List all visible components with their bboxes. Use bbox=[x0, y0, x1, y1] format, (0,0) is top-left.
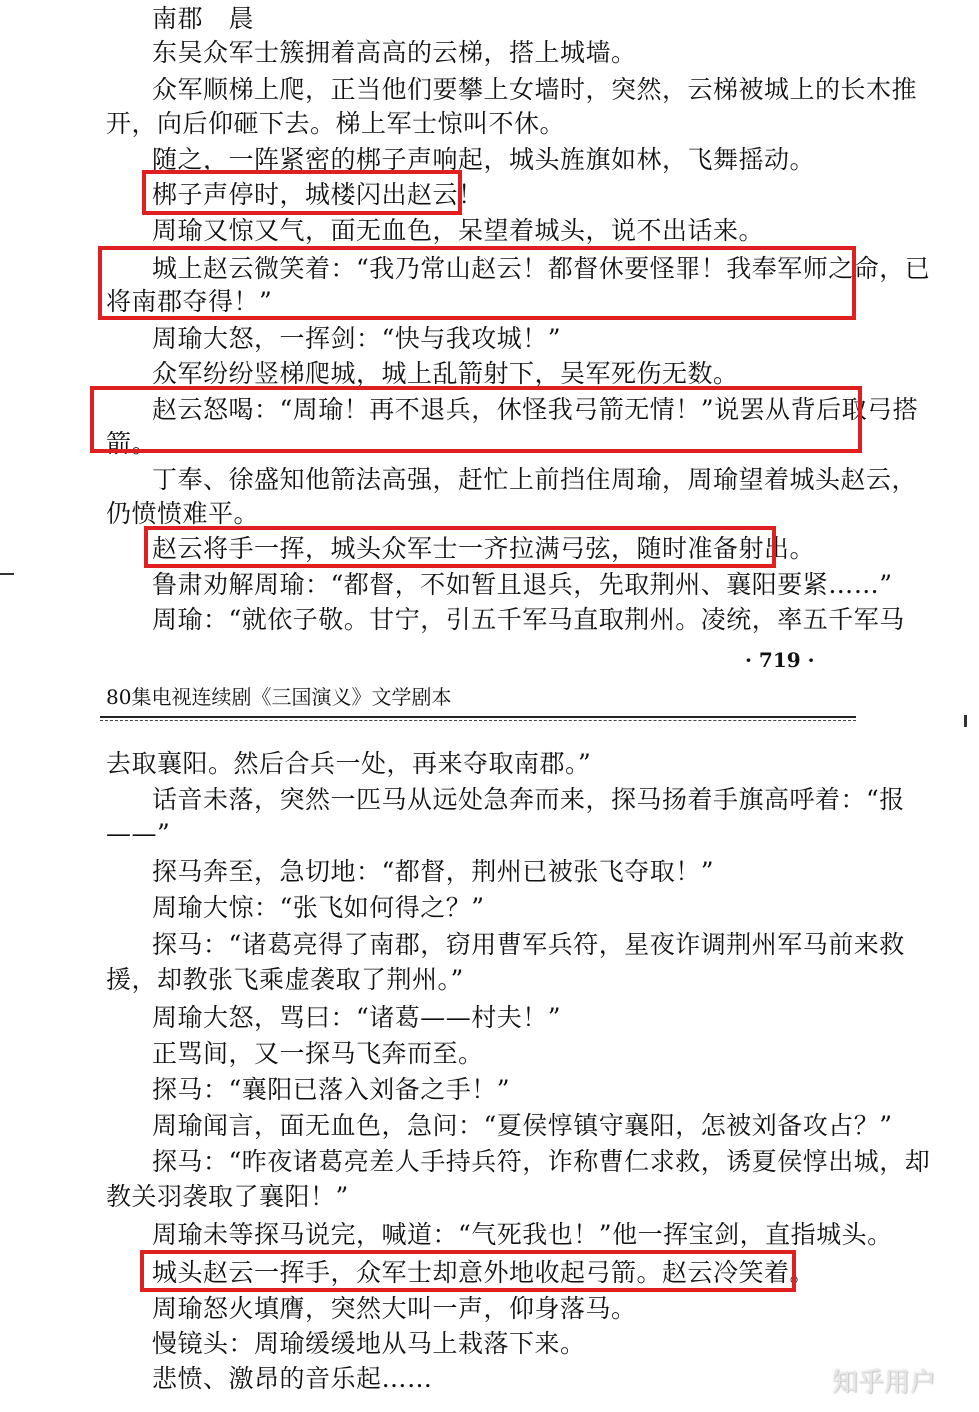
text-line: 开，向后仰砸下去。梯上军士惊叫不休。 bbox=[106, 109, 566, 138]
highlight-box bbox=[90, 386, 862, 453]
text-line: ——” bbox=[106, 819, 171, 848]
text-line: 话音未落，突然一匹马从远处急奔而来，探马扬着手旗高呼着：“报 bbox=[152, 785, 905, 814]
text-line: 周瑜闻言，面无血色，急问：“夏侯惇镇守襄阳，怎被刘备攻占？” bbox=[152, 1111, 893, 1140]
page-number: · 719 · bbox=[745, 648, 815, 672]
scan-mark bbox=[0, 573, 14, 575]
text-line: 城上赵云微笑着：“我乃常山赵云！都督休要怪罪！我奉军师之命，已 bbox=[152, 254, 931, 283]
text-line: 赵云怒喝：“周瑜！再不退兵，休怪我弓箭无情！”说罢从背后取弓搭 bbox=[152, 395, 919, 424]
running-header: 80集电视连续剧《三国演义》文学剧本 bbox=[106, 685, 452, 709]
text-line: 周瑜大怒，骂曰：“诸葛——村夫！” bbox=[152, 1003, 562, 1032]
header-rule bbox=[100, 716, 856, 718]
text-line: 梆子声停时，城楼闪出赵云！ bbox=[152, 180, 484, 209]
text-line: 教关羽袭取了襄阳！” bbox=[106, 1182, 349, 1211]
text-line: 去取襄阳。然后合兵一处，再来夺取南郡。” bbox=[106, 749, 592, 778]
text-line: 周瑜又惊又气，面无血色，呆望着城头，说不出话来。 bbox=[152, 216, 765, 245]
scan-mark bbox=[964, 715, 967, 727]
text-line: 周瑜大怒，一挥剑：“快与我攻城！” bbox=[152, 324, 562, 353]
text-line: 正骂间，又一探马飞奔而至。 bbox=[152, 1039, 484, 1068]
text-line: 周瑜：“就依子敬。甘宁，引五千军马直取荆州。凌统，率五千军马 bbox=[152, 605, 905, 634]
text-line: 城头赵云一挥手，众军士却意外地收起弓箭。赵云冷笑着。 bbox=[152, 1258, 816, 1287]
text-line: 赵云将手一挥，城头众军士一齐拉满弓弦，随时准备射出。 bbox=[152, 534, 816, 563]
text-line: 周瑜未等探马说完，喊道：“气死我也！”他一挥宝剑，直指城头。 bbox=[152, 1220, 893, 1249]
text-line: 探马奔至，急切地：“都督，荆州已被张飞夺取！” bbox=[152, 857, 715, 886]
text-line: 悲愤、激昂的音乐起…… bbox=[152, 1364, 433, 1393]
text-line: 丁奉、徐盛知他箭法高强，赶忙上前挡住周瑜，周瑜望着城头赵云， bbox=[152, 465, 918, 494]
text-line: 众军顺梯上爬，正当他们要攀上女墙时，突然，云梯被城上的长木推 bbox=[152, 75, 918, 104]
text-line: 慢镜头：周瑜缓缓地从马上栽落下来。 bbox=[152, 1329, 586, 1358]
text-line: 仍愤愤难平。 bbox=[106, 499, 260, 528]
text-line: 周瑜大惊：“张飞如何得之？” bbox=[152, 893, 485, 922]
text-line: 将南郡夺得！” bbox=[106, 287, 273, 316]
text-line: 周瑜怒火填膺，突然大叫一声，仰身落马。 bbox=[152, 1294, 637, 1323]
watermark: 知乎用户 bbox=[832, 1368, 937, 1398]
text-line: 箭。 bbox=[106, 429, 158, 458]
text-line: 南郡 晨 bbox=[152, 4, 255, 33]
header-rule-thin bbox=[100, 720, 856, 721]
highlight-box bbox=[144, 526, 776, 568]
text-line: 东吴众军士簇拥着高高的云梯，搭上城墙。 bbox=[152, 38, 637, 67]
highlight-box bbox=[142, 170, 462, 215]
text-line: 鲁肃劝解周瑜：“都督，不如暂且退兵，先取荆州、襄阳要紧……” bbox=[152, 570, 893, 599]
text-line: 随之，一阵紧密的梆子声响起，城头旌旗如林，飞舞摇动。 bbox=[152, 145, 816, 174]
text-line: 探马：“襄阳已落入刘备之手！” bbox=[152, 1075, 511, 1104]
text-line: 援，却教张飞乘虚袭取了荆州。” bbox=[106, 965, 464, 994]
text-line: 探马：“诸葛亮得了南郡，窃用曹军兵符，星夜诈调荆州军马前来救 bbox=[152, 930, 905, 959]
text-line: 探马：“昨夜诸葛亮差人手持兵符，诈称曹仁求救，诱夏侯惇出城，却 bbox=[152, 1147, 931, 1176]
text-line: 众军纷纷竖梯爬城，城上乱箭射下，吴军死伤无数。 bbox=[152, 359, 739, 388]
highlight-box bbox=[98, 246, 856, 320]
highlight-box bbox=[140, 1250, 796, 1292]
